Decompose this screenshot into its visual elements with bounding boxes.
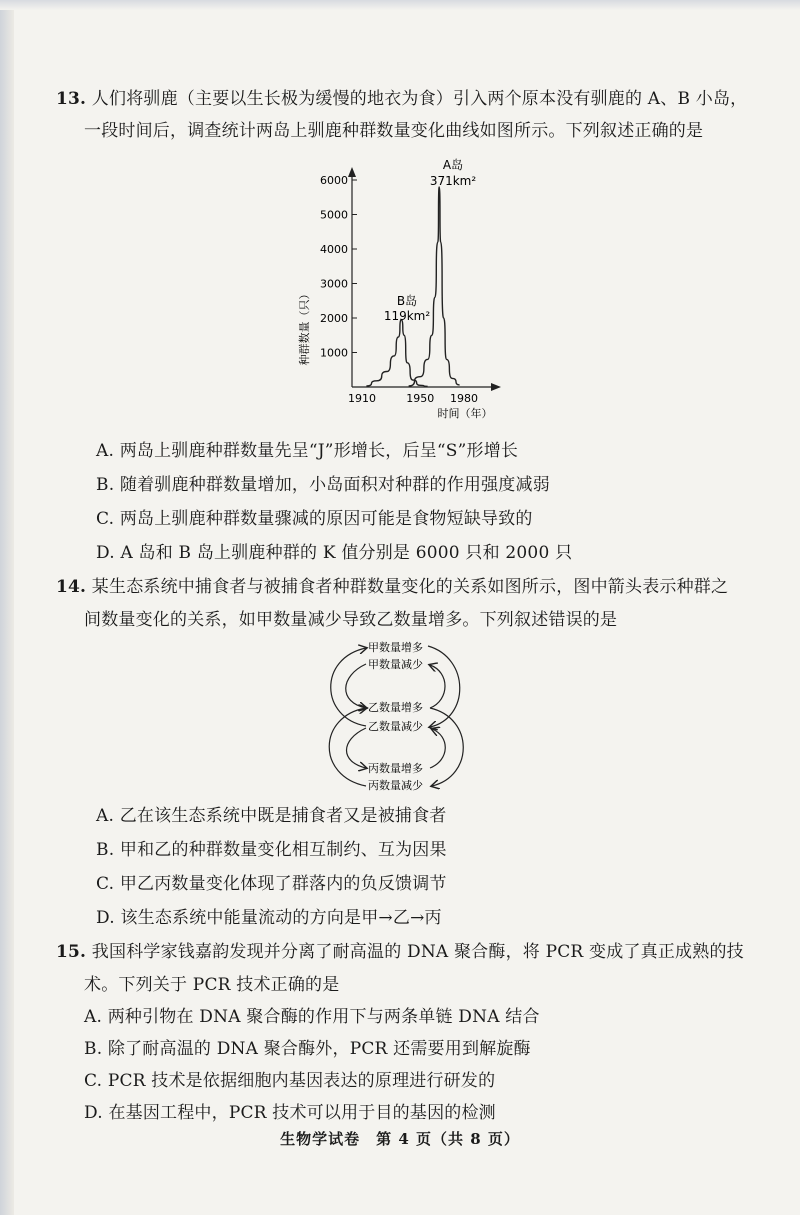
yi-increase-label: 乙数量增多	[368, 701, 423, 714]
predator-prey-feedback-diagram	[310, 636, 480, 796]
q14-stem-text1: 某生态系统中捕食者与被捕食者种群数量变化的关系如图所示，图中箭头表示种群之	[91, 577, 729, 597]
option-text: PCR 技术是依据细胞内基因表达的原理进行研发的	[107, 1071, 496, 1091]
option-text: 两种引物在 DNA 聚合酶的作用下与两条单链 DNA 结合	[107, 1007, 540, 1027]
option-text: 该生态系统中能量流动的方向是甲→乙→丙	[120, 908, 442, 928]
option-text: 甲和乙的种群数量变化相互制约、互为因果	[119, 840, 447, 860]
jia-increase-label: 甲数量增多	[368, 641, 423, 654]
option-letter: A.	[84, 1007, 103, 1027]
q14-stem-line1	[56, 576, 728, 598]
chart-xlabel: 时间（年）	[437, 407, 493, 420]
q15-option-b[interactable]	[84, 1038, 531, 1060]
y-tick-label: 2000	[320, 312, 348, 325]
q13-option-a[interactable]	[96, 440, 518, 462]
option-text: 在基因工程中，PCR 技术可以用于目的基因的检测	[108, 1103, 496, 1123]
option-letter: A.	[96, 441, 115, 461]
q13-option-d[interactable]	[96, 542, 572, 564]
q15-option-c[interactable]	[84, 1070, 495, 1092]
option-letter: D.	[96, 543, 115, 563]
chart-series-a-island-line	[409, 187, 460, 386]
y-tick-label: 3000	[320, 277, 348, 291]
option-text: 甲乙丙数量变化体现了群落内的负反馈调节	[119, 874, 447, 894]
q15-option-a[interactable]	[84, 1006, 540, 1028]
option-letter: B.	[96, 475, 115, 495]
y-tick-label: 6000	[320, 174, 348, 187]
arrow-yi-decrease-to-bing-decrease	[347, 728, 367, 768]
q13-stem-text1: 人们将驯鹿（主要以生长极为缓慢的地衣为食）引入两个原本没有驯鹿的 A、B 小岛，	[91, 89, 748, 109]
option-text: 乙在该生态系统中既是捕食者又是被捕食者	[119, 806, 447, 826]
q15-number: 15.	[56, 942, 87, 962]
q15-stem-text1: 我国科学家钱嘉韵发现并分离了耐高温的 DNA 聚合酶，将 PCR 变成了真正成熟的技	[91, 942, 744, 962]
q14-number: 14.	[56, 577, 87, 597]
q15-option-d[interactable]	[84, 1102, 496, 1124]
arrow-bing-increase-to-yi-decrease	[430, 729, 445, 768]
arrow-yi-increase-to-bing-increase	[430, 708, 463, 786]
q14-option-c[interactable]	[96, 873, 447, 895]
page-shadow-left	[0, 0, 14, 1215]
option-text: 两岛上驯鹿种群数量骤减的原因可能是食物短缺导致的	[119, 509, 533, 529]
option-letter: C.	[96, 509, 115, 529]
option-letter: B.	[84, 1039, 103, 1059]
option-letter: C.	[96, 874, 115, 894]
q14-option-a[interactable]	[96, 805, 447, 827]
page-footer: 生物学试卷 第 4 页（共 8 页）	[280, 1130, 520, 1148]
q13-number: 13.	[56, 89, 87, 109]
option-letter: C.	[84, 1071, 103, 1091]
reindeer-population-chart	[290, 155, 510, 425]
x-tick-label: 1910	[348, 392, 376, 405]
series-b-area-label: 119km²	[383, 309, 431, 323]
arrow-jia-decrease-to-yi-increase	[346, 664, 366, 708]
x-tick-label: 1950	[406, 392, 435, 405]
q13-option-b[interactable]	[96, 474, 550, 496]
chart-ylabel: 种群数量（只）	[298, 288, 311, 366]
q14-option-b[interactable]	[96, 839, 447, 861]
q13-option-c[interactable]	[96, 508, 533, 530]
y-tick-label: 5000	[320, 208, 348, 222]
q13-stem-line2: 一段时间后，调查统计两岛上驯鹿种群数量变化曲线如图所示。下列叙述正确的是	[84, 121, 704, 141]
option-text: 两岛上驯鹿种群数量先呈“J”形增长，后呈“S”形增长	[119, 441, 519, 461]
q15-stem-line1	[56, 941, 744, 963]
page-shadow-top	[0, 0, 800, 10]
q14-option-d[interactable]	[96, 907, 442, 929]
arrow-jia-increase-to-yi-decrease	[428, 646, 460, 727]
option-letter: B.	[96, 840, 115, 860]
option-text: 除了耐高温的 DNA 聚合酶外，PCR 还需要用到解旋酶	[107, 1039, 531, 1059]
option-letter: D.	[96, 908, 115, 928]
option-text: 随着驯鹿种群数量增加，小岛面积对种群的作用强度减弱	[119, 475, 550, 495]
chart-y-arrow	[348, 167, 356, 177]
arrow-yi-increase-to-jia-decrease	[430, 665, 445, 708]
arrow-bing-decrease-to-yi-increase	[329, 708, 366, 786]
x-tick-label: 1980	[450, 392, 478, 405]
option-letter: D.	[84, 1103, 103, 1123]
chart-x-arrow	[491, 383, 501, 391]
q15-stem-line2: 术。下列关于 PCR 技术正确的是	[84, 975, 340, 995]
q14-stem-line2: 间数量变化的关系，如甲数量减少导致乙数量增多。下列叙述错误的是	[84, 610, 618, 630]
bing-decrease-label: 丙数量减少	[368, 779, 423, 792]
q13-stem-line1	[56, 88, 747, 110]
option-text: A 岛和 B 岛上驯鹿种群的 K 值分别是 6000 只和 2000 只	[120, 543, 573, 563]
series-b-name-label: B岛	[396, 294, 418, 308]
y-tick-label: 4000	[320, 243, 348, 256]
series-a-area-label: 371km²	[429, 174, 477, 188]
series-a-name-label: A岛	[442, 158, 464, 172]
jia-decrease-label: 甲数量减少	[368, 658, 423, 671]
yi-decrease-label: 乙数量减少	[368, 720, 423, 733]
option-letter: A.	[96, 806, 115, 826]
bing-increase-label: 丙数量增多	[368, 762, 423, 775]
y-tick-label: 1000	[320, 346, 348, 360]
